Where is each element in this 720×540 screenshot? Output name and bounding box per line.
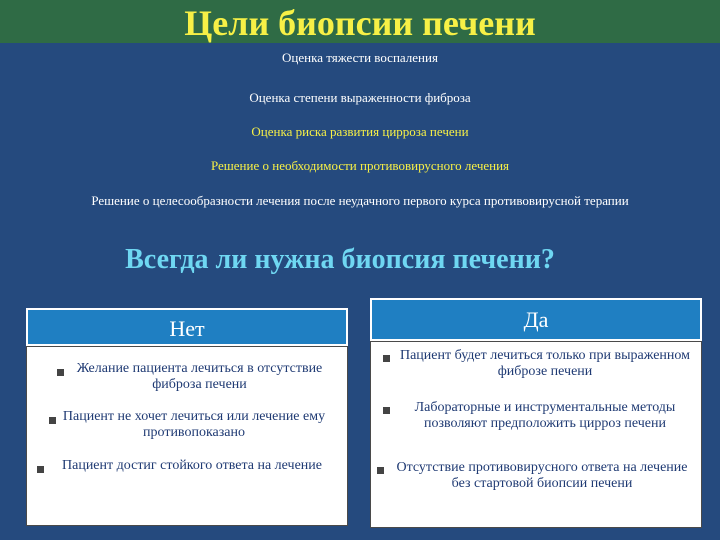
column-yes-body <box>370 341 702 528</box>
column-no-body <box>26 346 348 526</box>
bullet-icon <box>49 417 56 424</box>
column-no-heading: Нет <box>26 308 348 346</box>
goal-item: Оценка тяжести воспаления <box>282 50 438 65</box>
bullet-icon <box>383 355 390 362</box>
list-item: Желание пациента лечиться в отсутствие фиброза печени <box>76 361 323 392</box>
list-item: Пациент не хочет лечиться или лечение ему противопоказано <box>62 409 326 440</box>
goal-item: Решение о целесообразности лечения после неудачного первого курса противовирусной терапии <box>91 193 629 208</box>
question-heading: Всегда ли нужна биопсия печени? <box>125 244 555 275</box>
column-yes-heading: Да <box>370 298 702 341</box>
column-yes <box>370 298 702 528</box>
bullet-icon <box>57 369 64 376</box>
goal-item: Оценка риска развития цирроза печени <box>251 124 469 139</box>
list-item: Отсутствие противовирусного ответа на лечение без стартовой биопсии печени <box>396 460 688 491</box>
list-item: Лабораторные и инструментальные методы позволяют предположить цирроз печени <box>414 400 676 431</box>
list-item: Пациент достиг стойкого ответа на лечение <box>62 458 322 473</box>
bullet-icon <box>377 467 384 474</box>
goal-item: Оценка степени выраженности фиброза <box>249 90 471 105</box>
slide-title: Цели биопсии печени <box>184 3 536 43</box>
bullet-icon <box>37 466 44 473</box>
list-item: Пациент будет лечиться только при выраженном фиброзе печени <box>399 348 691 379</box>
column-no <box>26 308 348 526</box>
goal-item: Решение о необходимости противовирусного лечения <box>210 158 510 173</box>
bullet-icon <box>383 407 390 414</box>
